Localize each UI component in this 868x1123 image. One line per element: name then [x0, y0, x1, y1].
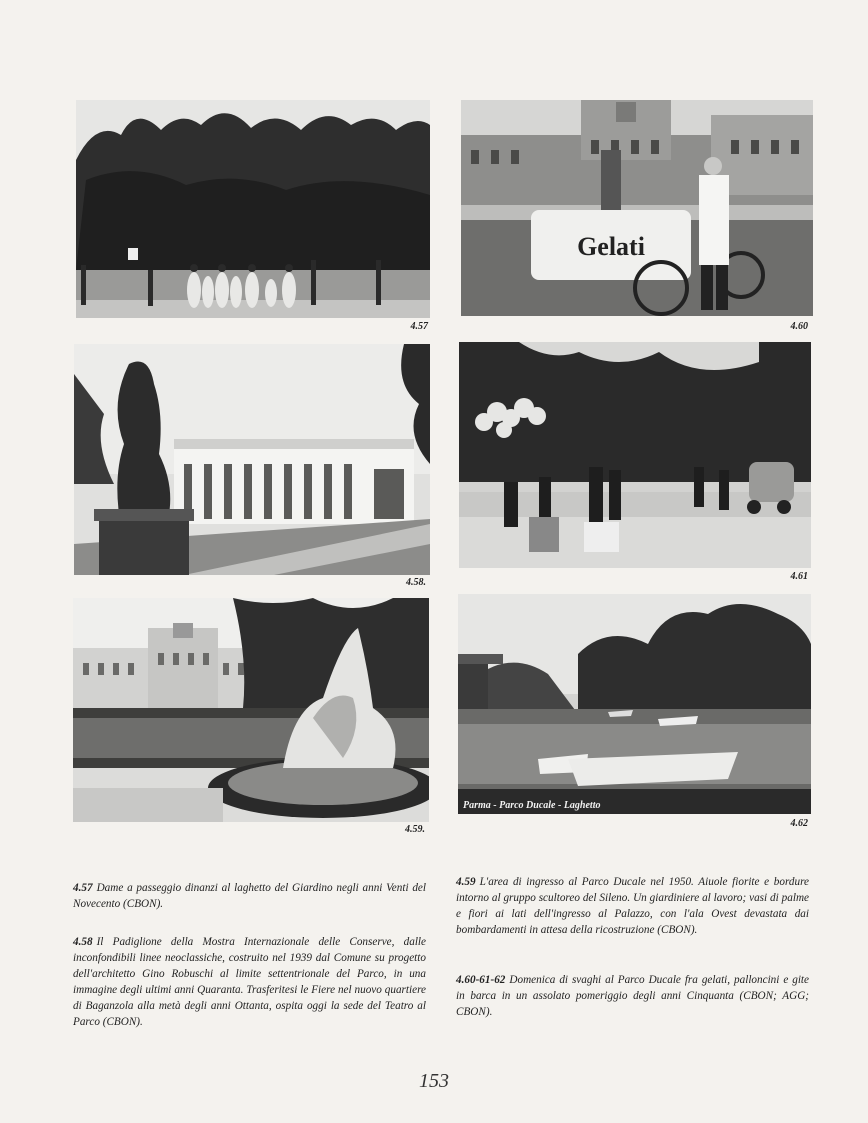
figure-number-4-61: 4.61 — [790, 571, 808, 582]
figure-number-4-58: 4.58. — [406, 577, 426, 588]
caption-number: 4.60-61-62 — [456, 974, 506, 986]
figure-number-4-62: 4.62 — [790, 818, 808, 829]
caption-text: Il Padiglione della Mostra Internazionale delle Conserve, dalle inconfondibili linee neoclassiche, costruito nel 1939 dal Comune su progetto dell'architetto Gino Robuschi al limite settentrionale del Parco, in una immagine degli ultimi anni Quaranta. Trasferitesi le Fiere nel nuovo quartiere di Baganzola alla metà degli anni Ottanta, ospita oggi la sede del Teatro al Parco (CBON). — [73, 936, 426, 1028]
photo-4-61 — [459, 342, 811, 568]
postcard-caption: Parma - Parco Ducale - Laghetto — [463, 800, 601, 811]
page-number: 153 — [419, 1070, 449, 1092]
caption-4-59 — [456, 874, 809, 938]
photo-4-59 — [73, 598, 429, 822]
caption-text: L'area di ingresso al Parco Ducale nel 1950. Aiuole fiorite e bordure intorno al gruppo scultoreo del Sileno. Un giardiniere al lavoro; vasi di palme e fiori ai lati dell'ingresso al Palazzo, con l'ala Ovest devastata dai bombardamenti in attesa della ricostruzione (CBON). — [456, 876, 809, 936]
caption-number: 4.59 — [456, 876, 476, 888]
photo-4-57 — [76, 100, 430, 318]
photo-4-60 — [461, 100, 813, 316]
caption-4-57 — [73, 880, 426, 912]
caption-number: 4.57 — [73, 882, 93, 894]
cart-sign: Gelati — [577, 232, 645, 261]
photo-4-58 — [74, 344, 430, 575]
caption-number: 4.58 — [73, 936, 93, 948]
caption-4-60-61-62 — [456, 972, 809, 1020]
caption-text: Domenica di svaghi al Parco Ducale fra gelati, palloncini e gite in barca in un assolato pomeriggio degli anni Cinquanta (CBON; AGG; CBON). — [456, 974, 809, 1018]
figure-number-4-57: 4.57 — [410, 321, 428, 332]
figure-number-4-59: 4.59. — [405, 824, 425, 835]
photo-4-62 — [458, 594, 811, 814]
figure-number-4-60: 4.60 — [790, 321, 808, 332]
caption-text: Dame a passeggio dinanzi al laghetto del Giardino negli anni Venti del Novecento (CBON). — [73, 882, 426, 910]
caption-4-58 — [73, 934, 426, 1030]
